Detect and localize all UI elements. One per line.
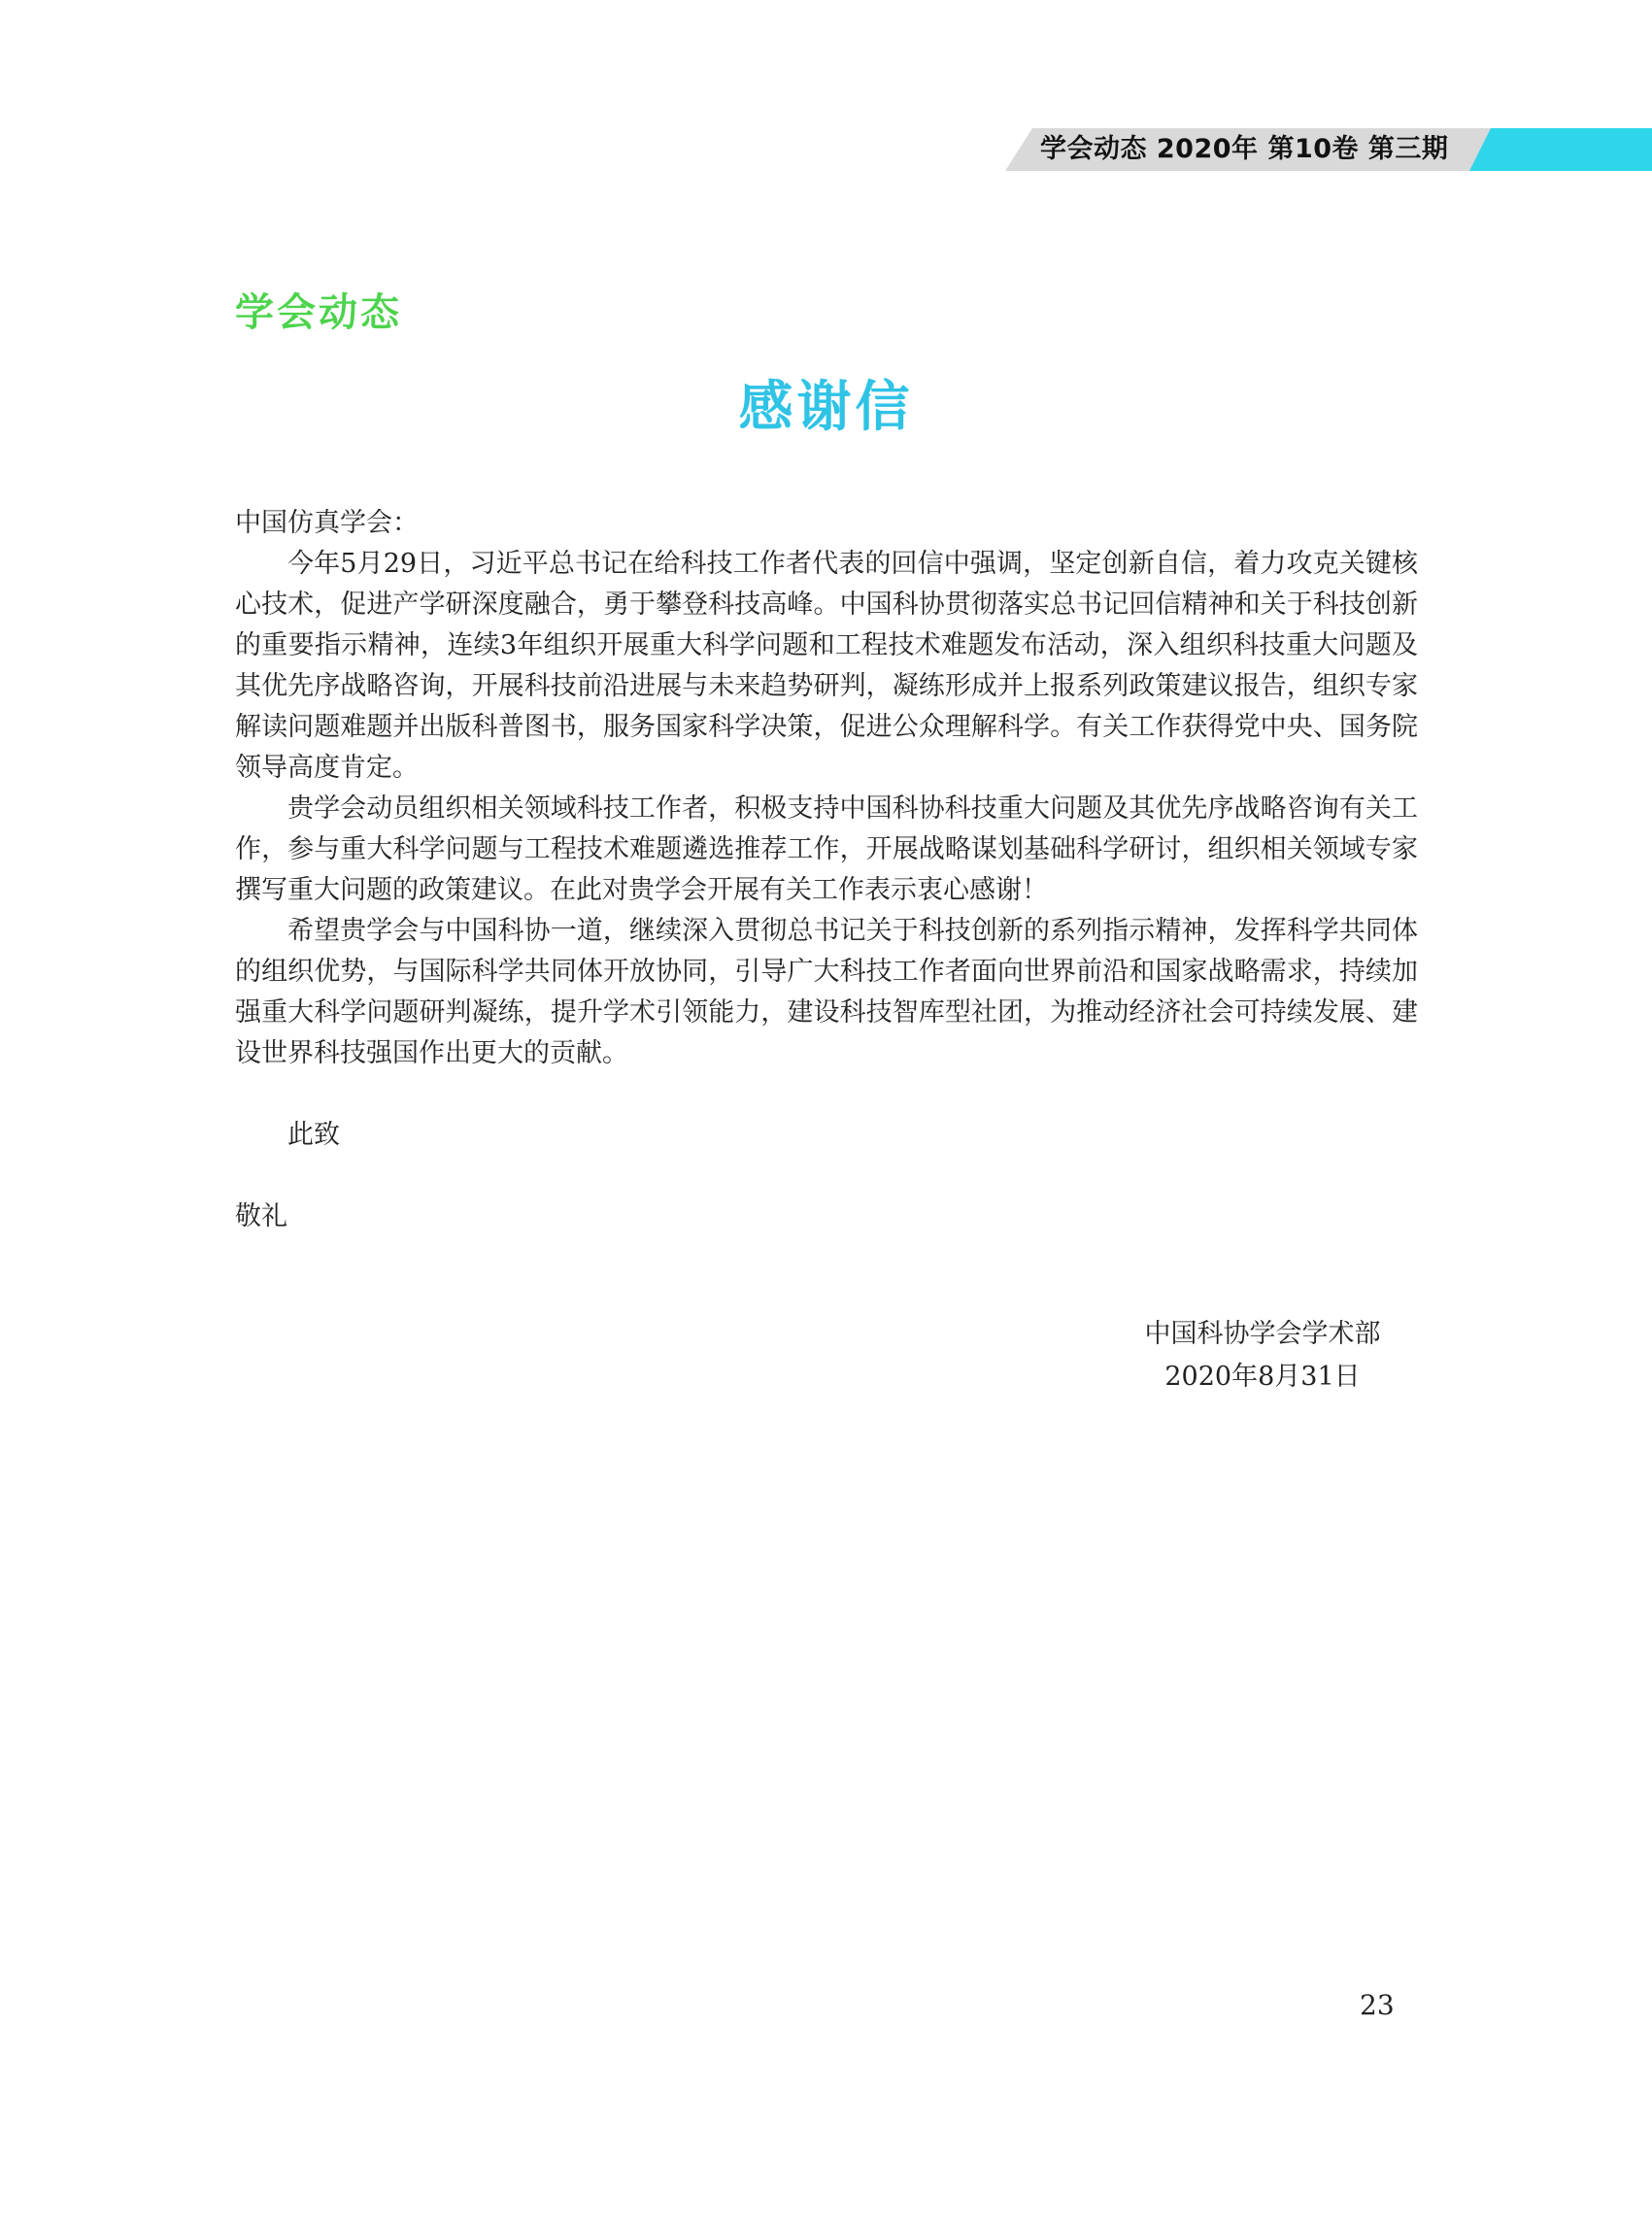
signature-organization: 中国科协学会学术部 [1144, 1319, 1381, 1349]
running-header [1005, 128, 1652, 171]
signature-block [1117, 1313, 1408, 1399]
running-header-title: 学会动态 2020年 第10卷 第三期 [1040, 134, 1449, 164]
letter-body [235, 503, 1418, 1237]
signature-date: 2020年8月31日 [1164, 1362, 1361, 1392]
paragraph-1: 今年5月29日，习近平总书记在给科技工作者代表的回信中强调，坚定创新自信，着力攻克关键核心技术，促进产学研深度融合，勇于攀登科技高峰。中国科协贯彻落实总书记回信精神和关于科技创新的重要指示精神，连续3年组织开展重大科学问题和工程技术难题发布活动，深入组织科技重大问题及其优先序战略咨询，开展科技前沿进展与未来趋势研判，凝练形成并上报系列政策建议报告，组织专家解读问题难题并出版科普图书，服务国家科学决策，促进公众理解科学。有关工作获得党中央、国务院领导高度肯定。 [235, 549, 1418, 783]
page-number: 23 [1360, 1989, 1395, 2021]
salutation: 中国仿真学会： [235, 508, 419, 538]
paragraph-3: 希望贵学会与中国科协一道，继续深入贯彻总书记关于科技创新的系列指示精神，发挥科学共同体的组织优势，与国际科学共同体开放协同，引导广大科技工作者面向世界前沿和国家战略需求，持续加强重大科学问题研判凝练，提升学术引领能力，建设科技智库型社团，为推动经济社会可持续发展、建设世界科技强国作出更大的贡献。 [235, 916, 1418, 1068]
closing-line-2: 敬礼 [235, 1201, 287, 1231]
page-title: 感谢信 [738, 376, 914, 439]
section-label: 学会动态 [235, 290, 402, 335]
closing-line-1: 此致 [287, 1120, 340, 1150]
paragraph-2: 贵学会动员组织相关领域科技工作者，积极支持中国科协科技重大问题及其优先序战略咨询有关工作，参与重大科学问题与工程技术难题遴选推荐工作，开展战略谋划基础科学研讨，组织相关领域专家撰写重大问题的政策建议。在此对贵学会开展有关工作表示衷心感谢！ [235, 793, 1418, 905]
header-accent-band [1469, 128, 1652, 171]
